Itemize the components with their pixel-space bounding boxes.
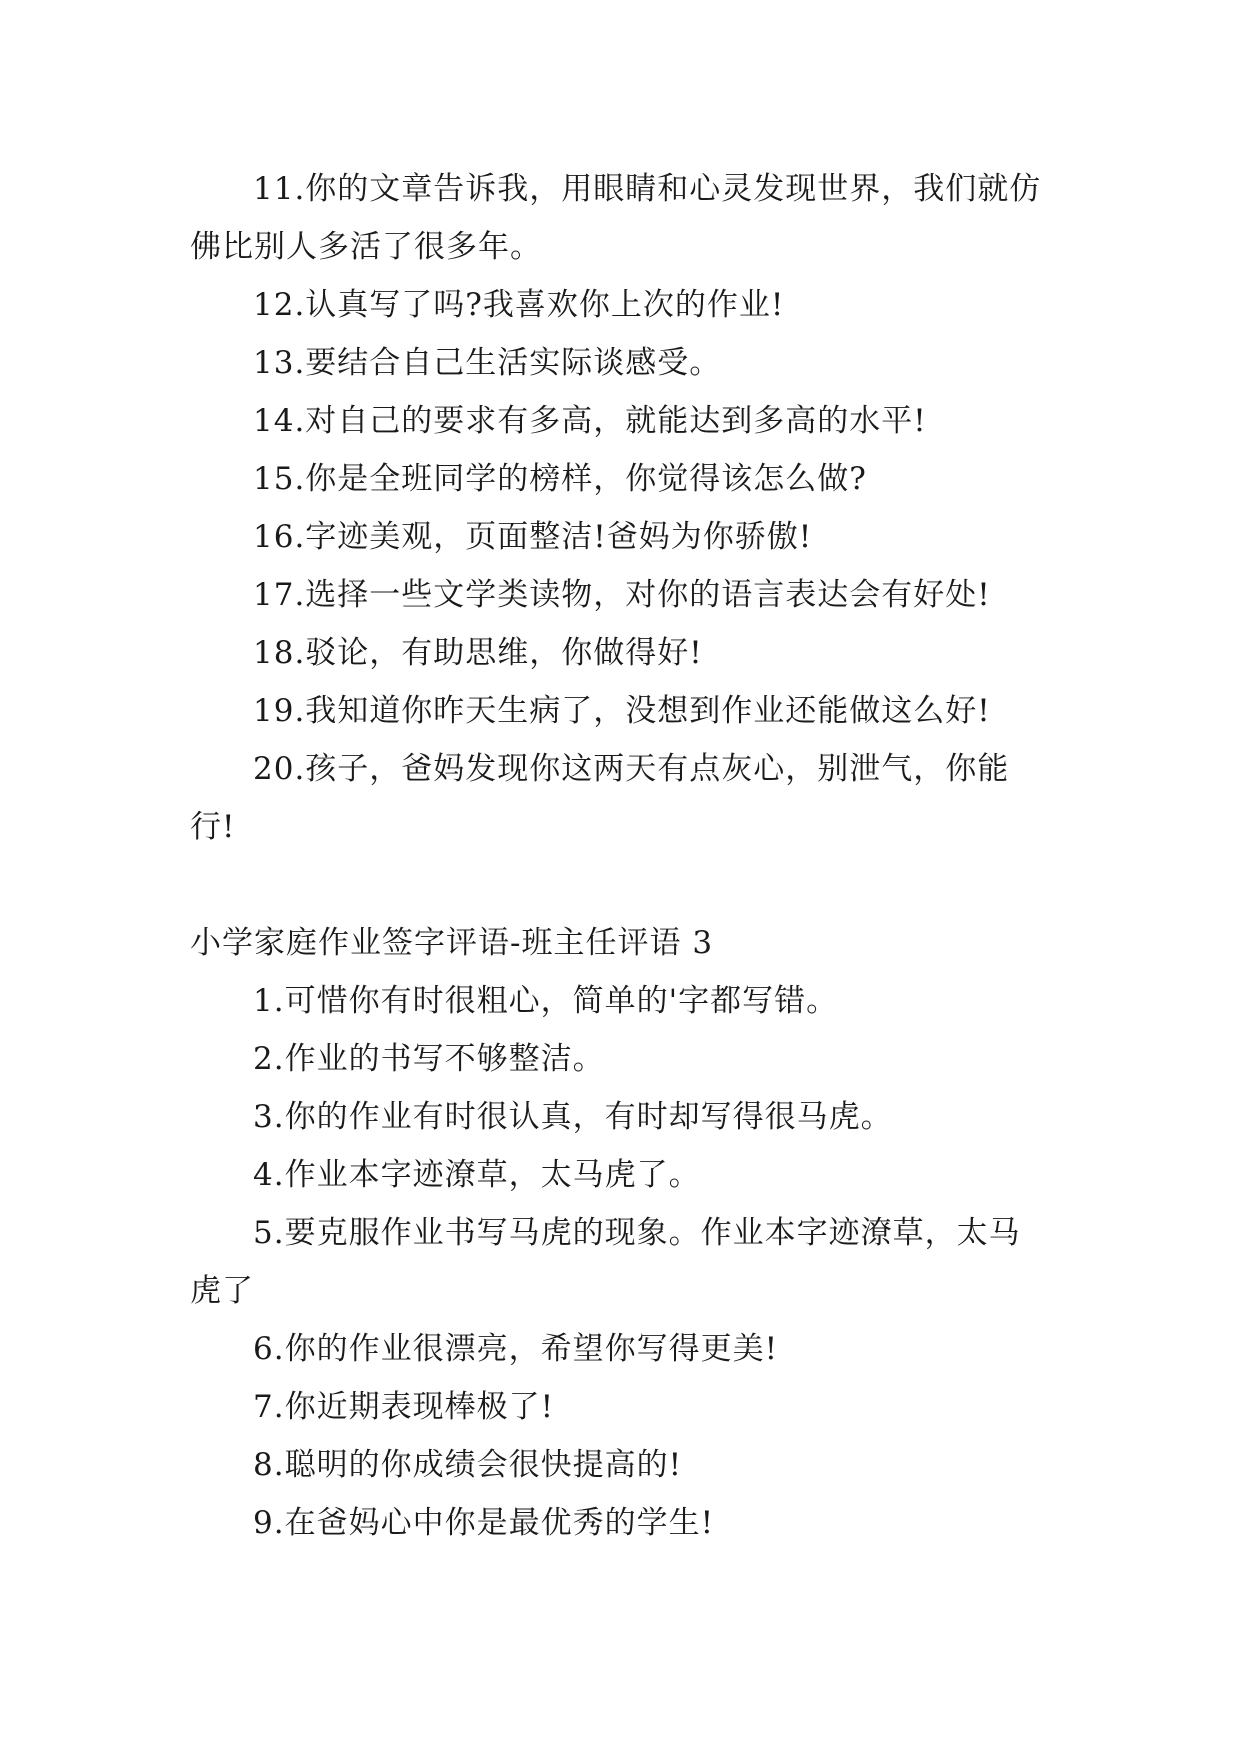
comment-item-5: 5.要克服作业书写马虎的现象。作业本字迹潦草，太马虎了 [190, 1215, 1021, 1309]
comment-item-1: 1.可惜你有时很粗心，简单的'字都写错。 [253, 983, 839, 1019]
comment-item-6: 6.你的作业很漂亮，希望你写得更美! [253, 1331, 779, 1367]
comment-item-20: 20.孩子，爸妈发现你这两天有点灰心，别泄气，你能行! [190, 751, 1010, 845]
comment-item-2: 2.作业的书写不够整洁。 [253, 1041, 605, 1077]
comment-item-13: 13.要结合自己生活实际谈感受。 [253, 345, 722, 381]
comment-item-14: 14.对自己的要求有多高，就能达到多高的水平! [253, 403, 927, 439]
comment-item-9: 9.在爸妈心中你是最优秀的学生! [253, 1505, 715, 1541]
comment-item-19: 19.我知道你昨天生病了，没想到作业还能做这么好! [253, 693, 991, 729]
comment-item-18: 18.驳论，有助思维，你做得好! [253, 635, 703, 671]
section-heading: 小学家庭作业签字评语-班主任评语 3 [190, 925, 714, 961]
comment-item-7: 7.你近期表现棒极了! [253, 1389, 555, 1425]
comment-item-16: 16.字迹美观，页面整洁!爸妈为你骄傲! [253, 519, 813, 555]
comment-item-4: 4.作业本字迹潦草，太马虎了。 [253, 1157, 701, 1193]
comment-item-3: 3.你的作业有时很认真，有时却写得很马虎。 [253, 1099, 893, 1135]
comment-item-17: 17.选择一些文学类读物，对你的语言表达会有好处! [253, 577, 991, 613]
comment-item-8: 8.聪明的你成绩会很快提高的! [253, 1447, 683, 1483]
comment-item-12: 12.认真写了吗?我喜欢你上次的作业! [253, 287, 785, 323]
document-body [190, 160, 1050, 1552]
comment-item-15: 15.你是全班同学的榜样，你觉得该怎么做? [253, 461, 867, 497]
comment-item-11: 11.你的文章告诉我，用眼睛和心灵发现世界，我们就仿佛比别人多活了很多年。 [190, 171, 1042, 265]
